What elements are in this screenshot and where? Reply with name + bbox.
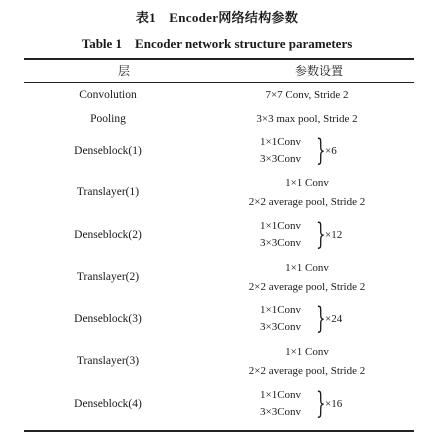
table-row (24, 387, 414, 423)
header-parameters: 参数设置 (294, 64, 343, 78)
right-brace-icon: } (316, 386, 326, 421)
layer-name: Convolution (79, 89, 137, 101)
param-line-2: 3×3Conv (260, 321, 302, 333)
header-layer: 层 (117, 64, 130, 78)
layer-name: Translayer(2) (76, 271, 140, 283)
table-row (24, 218, 414, 254)
param-stack (260, 134, 301, 168)
table-row (24, 112, 414, 130)
param-line-2: 2×2 average pool, Stride 2 (248, 365, 366, 377)
repeat-multiplier: ×6 (325, 145, 337, 157)
param-stack (260, 218, 301, 252)
param-stack (260, 387, 301, 421)
param-line-1: 1×1Conv (260, 220, 302, 232)
layer-name: Pooling (90, 113, 126, 125)
param-line-2: 3×3Conv (260, 153, 302, 165)
param-line-2: 2×2 average pool, Stride 2 (248, 196, 366, 208)
param-line-1: 1×1Conv (260, 136, 302, 148)
repeat-multiplier: ×12 (325, 229, 343, 241)
table-row (24, 134, 414, 170)
layer-name: Denseblock(4) (74, 398, 142, 410)
layer-name: Denseblock(1) (74, 145, 142, 157)
param-line-1: 1×1 Conv (285, 346, 329, 358)
table-bottom-rule (24, 430, 414, 432)
layer-name: Translayer(1) (76, 186, 140, 198)
repeat-multiplier: ×24 (325, 313, 343, 325)
table-caption-chinese: 表1 Encoder网络结构参数 (135, 10, 299, 25)
param-line-1: 1×1 Conv (285, 262, 329, 274)
repeat-multiplier: ×16 (325, 398, 343, 410)
right-brace-icon: } (316, 133, 326, 168)
table-row (24, 261, 414, 297)
table-top-rule (24, 58, 414, 60)
right-brace-icon: } (316, 217, 326, 252)
table-caption-english: Table 1 Encoder network structure parameters (81, 36, 353, 51)
layer-name: Denseblock(3) (74, 313, 142, 325)
layer-name: Translayer(3) (76, 355, 140, 367)
param-value: 7×7 Conv, Stride 2 (265, 89, 349, 101)
table-row (24, 345, 414, 381)
param-line-1: 1×1Conv (260, 304, 302, 316)
param-line-2: 3×3Conv (260, 237, 302, 249)
param-line-2: 3×3Conv (260, 406, 302, 418)
table-row (24, 176, 414, 212)
right-brace-icon: } (316, 301, 326, 336)
header-rule (24, 82, 414, 83)
table-row (24, 88, 414, 106)
param-line-1: 1×1 Conv (285, 177, 329, 189)
param-value: 3×3 max pool, Stride 2 (256, 113, 358, 125)
param-stack (260, 302, 301, 336)
param-line-1: 1×1Conv (260, 389, 302, 401)
table-row (24, 302, 414, 338)
layer-name: Denseblock(2) (74, 229, 142, 241)
param-line-2: 2×2 average pool, Stride 2 (248, 281, 366, 293)
